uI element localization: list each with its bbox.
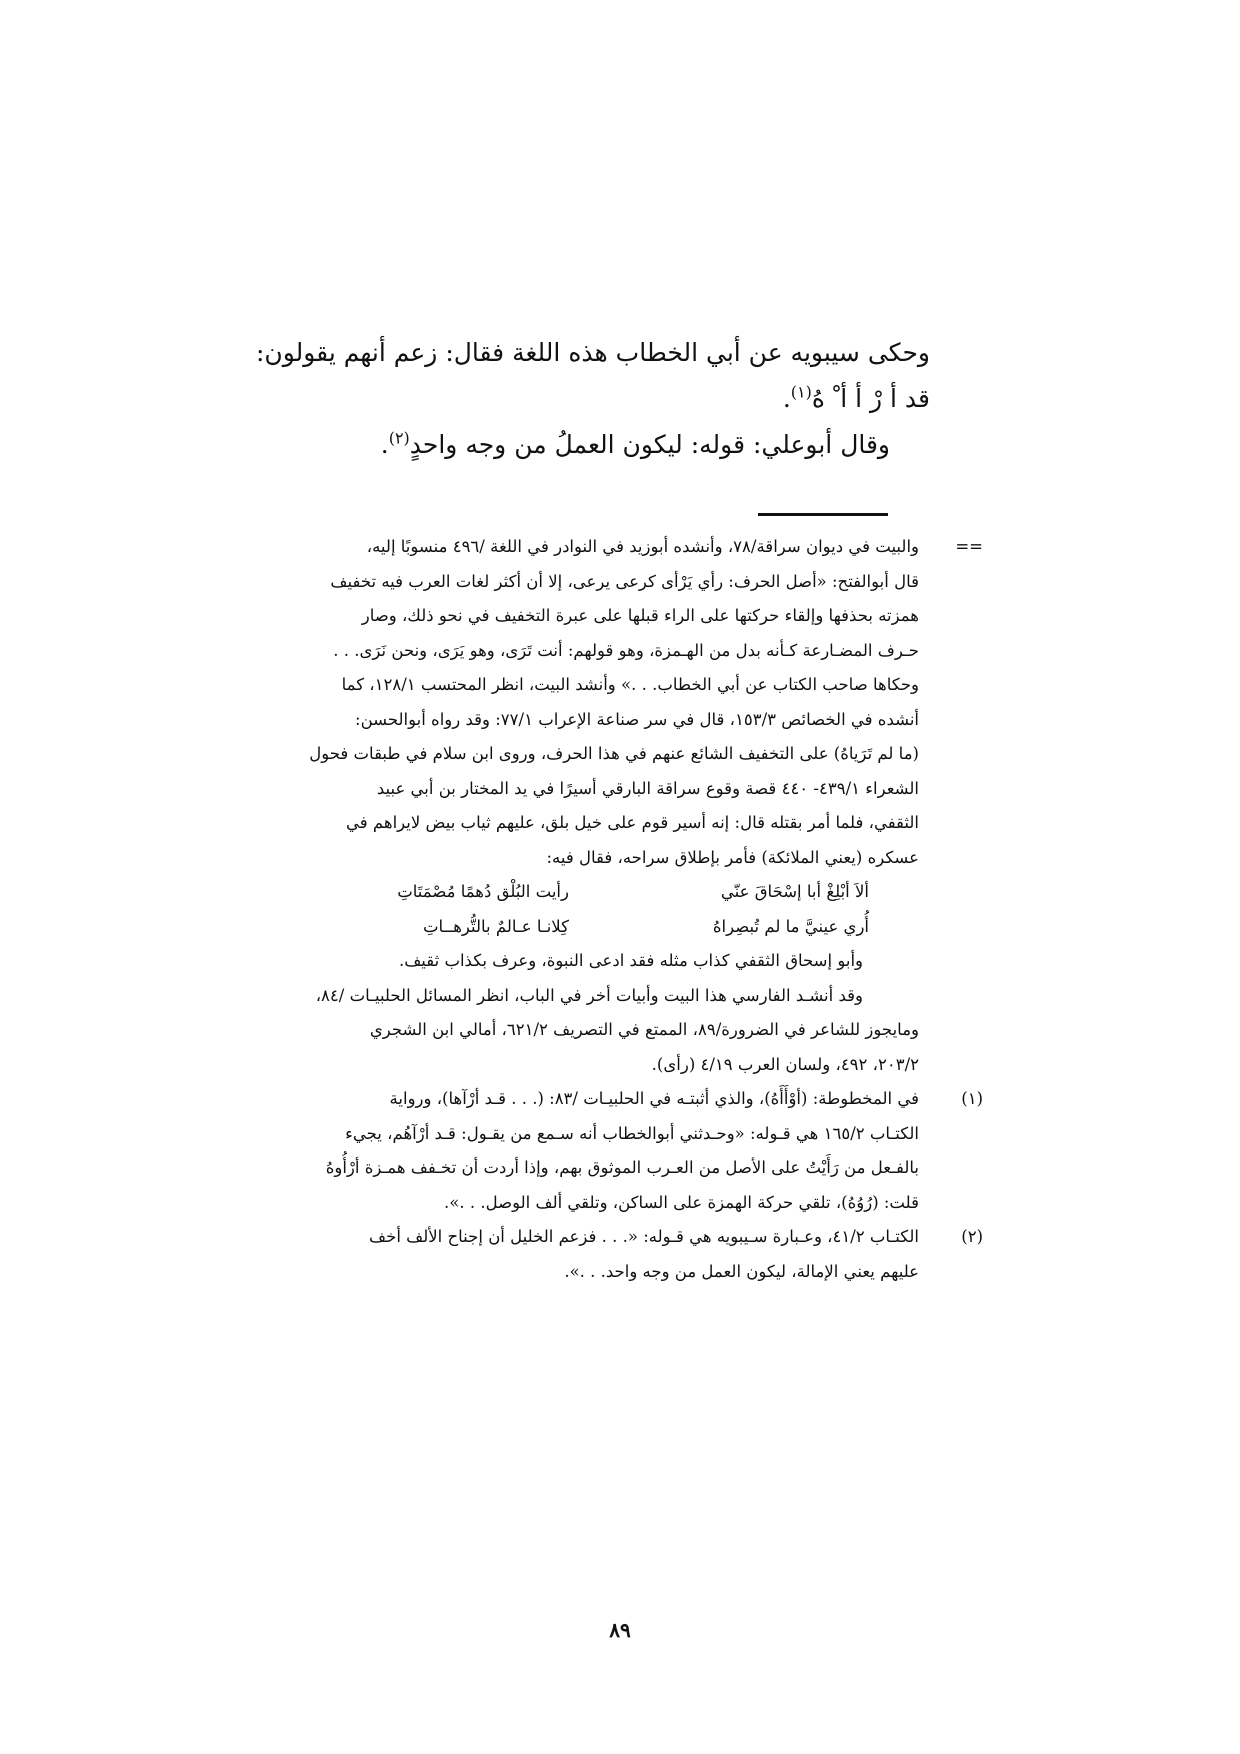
verse-1-second-hemistich: رأيت البُلْق دُهمًا مُصْمَتَاتِ <box>397 882 569 901</box>
footnote-line: عليهم يعني الإمالة، ليكون العمل من وجه واحد. . .». <box>564 1261 919 1281</box>
footnote-line: وأبو إسحاق الثقفي كذاب مثله فقد ادعى النبوة، وعرف بكذاب ثقيف. <box>398 951 863 970</box>
main-line-3 <box>250 422 930 468</box>
footnote-line: الشعراء ٤٣٩/١- ٤٤٠ قصة وقوع سراقة البارقي أسيرًا في يد المختار بن أبي عبيد <box>376 778 919 798</box>
verse-line-1 <box>275 875 919 910</box>
footnote-line: الكتـاب ١٦٥/٢ هي قـوله: «وحـدثني أبوالخطاب أنه سـمع من يقـول: قـد أرْآهُم، يجيء <box>345 1123 919 1143</box>
footnotes <box>275 530 983 1289</box>
verse-1-first-hemistich: ألاَ أبْلِغْ أبا إسْحَاقَ عنّي <box>720 882 869 901</box>
footnote-line: قلت: (رُوُهُ)، تلقي حركة الهمزة على الساكن، وتلقي ألف الوصل. . .». <box>444 1192 919 1212</box>
footnote-1-mark: (١) <box>961 1089 983 1108</box>
page-number: ٨٩ <box>609 1618 631 1642</box>
footnote-2-mark: (٢) <box>961 1227 983 1246</box>
verse-2-first-hemistich: أُري عينيَّ ما لم تُبصِراهُ <box>712 916 869 936</box>
footnote-continued <box>275 530 983 1082</box>
footnote-line: الكتـاب ٤١/٢، وعـبارة سـيبويه هي قـوله: «. . . فزعم الخليل أن إجناح الألف أخف <box>369 1227 919 1246</box>
footnote-2 <box>275 1220 983 1289</box>
footnote-separator <box>758 513 888 516</box>
main-line-2-text: قد أ رْ أ أ ْ هُ <box>811 384 930 413</box>
main-line-3-end: . <box>380 430 389 459</box>
footnote-line: الثقفي، فلما أمر بقتله قال: إنه أسير قوم على خيل بلق، عليهم ثياب بيض لايراهم في <box>346 813 919 832</box>
main-text <box>250 330 930 468</box>
main-line-2-end: . <box>782 384 791 413</box>
footnote-line: أنشده في الخصائص ١٥٣/٣، قال في سر صناعة الإعراب ٧٧/١: وقد رواه أبوالحسن: <box>355 709 919 729</box>
footnote-line: (ما لم تَرَياهُ) على التخفيف الشائع عنهم في هذا الحرف، وروى ابن سلام في طبقات فحول <box>309 744 919 763</box>
footnote-line: والبيت في ديوان سراقة/٧٨، وأنشده أبوزيد في النوادر في اللغة /٤٩٦ منسوبًا إليه، <box>366 537 919 556</box>
footnote-continued-mark: == <box>955 537 983 556</box>
verse-line-2 <box>275 910 919 945</box>
footnote-line: وقد أنشـد الفارسي هذا البيت وأبيات أخر في الباب، انظر المسائل الحلبيـات /٨٤، <box>315 985 863 1005</box>
footnote-line: بالفـعل من رَأَيْتُ على الأصل من العـرب الموثوق بهم، وإذا أردت أن تخـفف همـزة أرْأُوهُ <box>325 1158 919 1177</box>
verse-2-second-hemistich: كِلانـا عـالمٌ بالتُّرهــاتِ <box>422 916 569 936</box>
footnote-line: قال أبوالفتح: «أصل الحرف: رأي يَرْأى كرعى يرعى، إلا أن أكثر لغات العرب فيه تخفيف <box>330 571 919 591</box>
footnote-ref-2: (٢) <box>388 428 410 448</box>
footnote-line: ٢٠٣/٢، ٤٩٢، ولسان العرب ٤/١٩ (رأى). <box>651 1054 919 1074</box>
footnote-line: في المخطوطة: (أوْأَأَهُ)، والذي أثبتـه في الحلبيـات /٨٣: (. . . قـد أرْآها)، ورواية <box>389 1089 919 1108</box>
main-line-3-text: وقال أبوعلي: قوله: ليكون العملُ من وجه واحدٍ <box>409 430 890 459</box>
footnote-line: ومايجوز للشاعر في الضرورة/٨٩، الممتع في التصريف ٦٢١/٢، أمالي ابن الشجري <box>369 1020 919 1039</box>
footnote-line: حـرف المضـارعة كـأنه بدل من الهـمزة، وهو قولهم: أنت تَرَى، وهو يَرَى، ونحن نَرَى. . . <box>333 640 919 660</box>
main-line-1: وحكى سيبويه عن أبي الخطاب هذه اللغة فقال: زعم أنهم يقولون: <box>255 338 930 367</box>
footnote-line: همزته بحذفها وإلقاء حركتها على الراء قبلها على عبرة التخفيف في نحو ذلك، وصار <box>361 606 919 625</box>
footnote-ref-1: (١) <box>790 382 812 402</box>
footnote-line: عسكره (يعني الملائكة) فأمر بإطلاق سراحه، فقال فيه: <box>546 847 919 867</box>
footnote-line: وحكاها صاحب الكتاب عن أبي الخطاب. . .» وأنشد البيت، انظر المحتسب ١٢٨/١، كما <box>341 675 919 694</box>
main-line-2 <box>250 376 930 422</box>
footnote-1 <box>275 1082 983 1220</box>
